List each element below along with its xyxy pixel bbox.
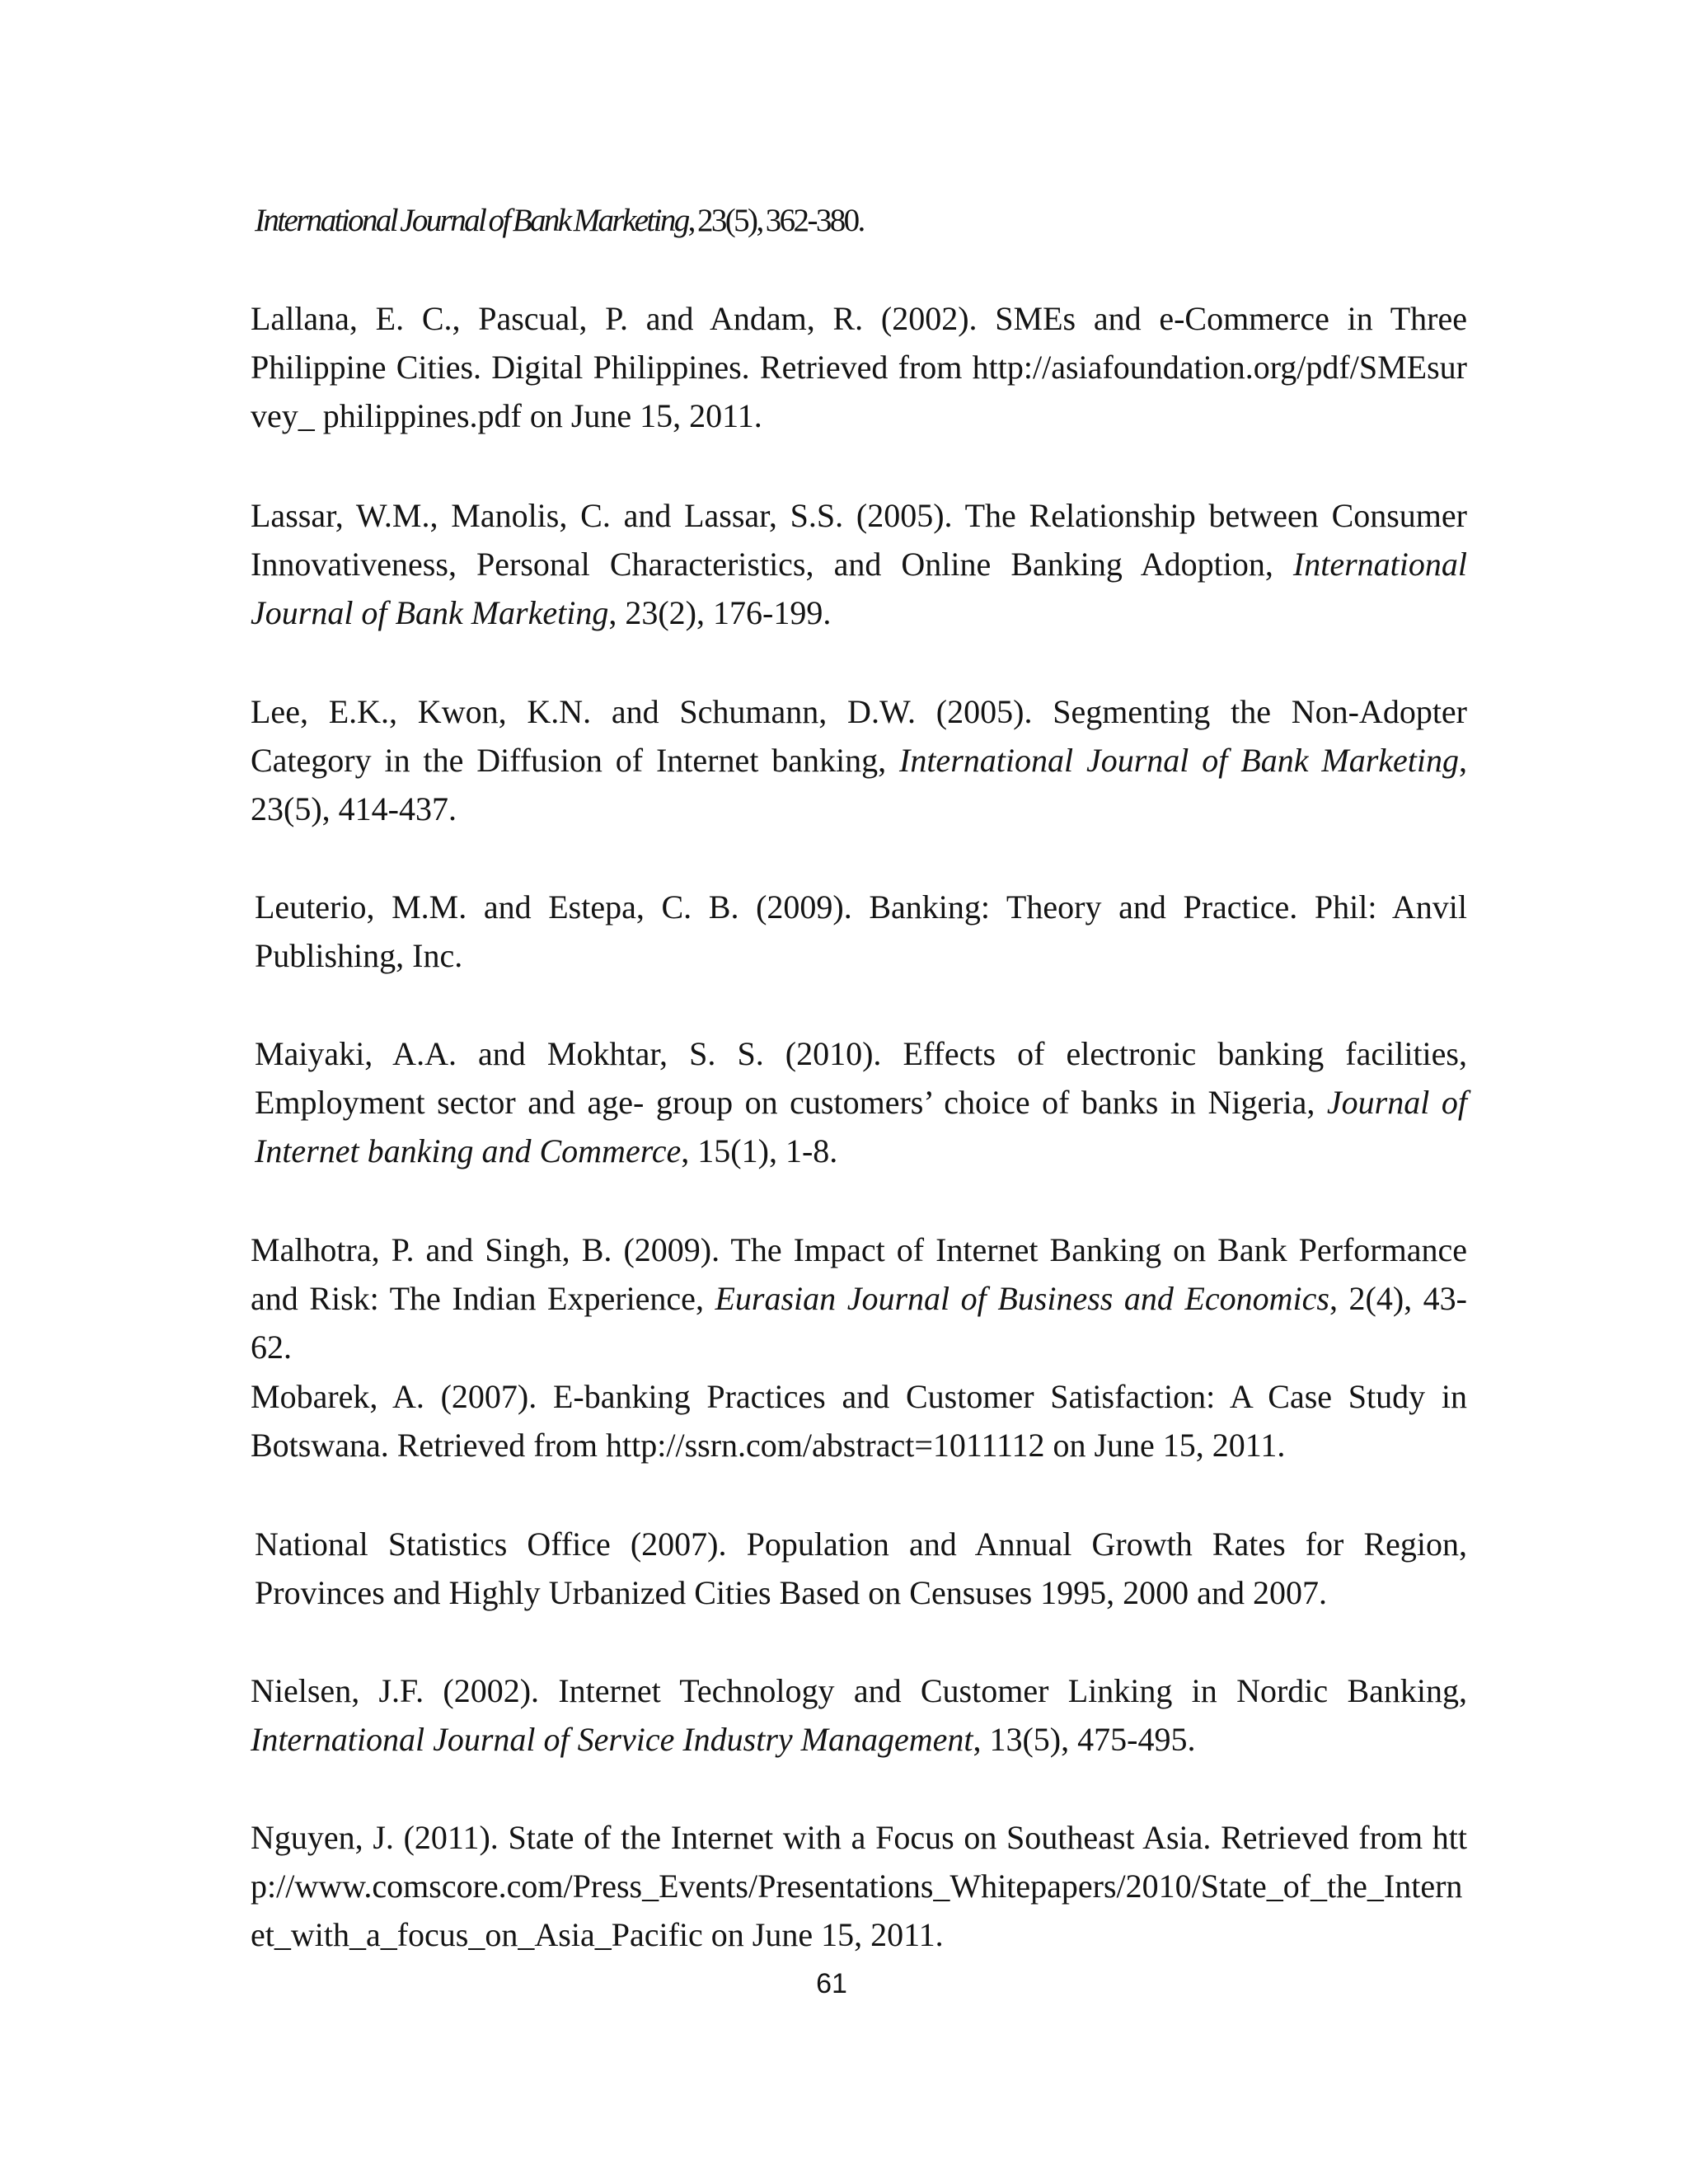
reference-mobarek — [251, 1372, 1467, 1469]
reference-text: Malhotra, P. and Singh, B. (2009). The Impact of Internet Banking on Bank Performance and Risk: The Indian Experience, — [251, 1231, 1467, 1317]
reference-text: Lassar, W.M., Manolis, C. and Lassar, S.S. (2005). The Relationship between Consumer Innovativeness, Personal Characteristics, and Online Banking Adoption, — [251, 497, 1467, 583]
reference-text: Leuterio, M.M. and Estepa, C. B. (2009). Banking: Theory and Practice. Phil: Anvil Publishing, Inc. — [255, 888, 1467, 974]
reference-lallana — [251, 294, 1467, 440]
reference-text: Lallana, E. C., Pascual, P. and Andam, R. (2002). SMEs and e-Commerce in Three Philippine Cities. Digital Philippines. Retrieved from — [251, 300, 1467, 386]
reference-text: Nielsen, J.F. (2002). Internet Technology and Customer Linking in Nordic Banking, — [251, 1672, 1467, 1709]
journal-title: International Journal of Bank Marketing — [899, 742, 1460, 779]
reference-text: Mobarek, A. (2007). E-banking Practices and Customer Satisfaction: A Case Study in Botswana. Retrieved from http://ssrn.com/abstract=1011112 on June 15, 2011. — [251, 1378, 1467, 1464]
journal-title: International Journal of Bank Marketing — [255, 203, 688, 238]
reference-lassar — [251, 491, 1467, 637]
reference-text: on June 15, 2011. — [702, 1916, 944, 1953]
reference-continuation — [255, 200, 1467, 241]
reference-url: http://www.comscore.com/Press_Events/Presentations_Whitepapers/2010/State_of_the_Internet_with_a_focus_on_Asia_Pacific — [251, 1819, 1467, 1953]
reference-nielsen — [251, 1666, 1467, 1764]
reference-text: National Statistics Office (2007). Population and Annual Growth Rates for Region, Provinces and Highly Urbanized Cities Based on Censuses 1995, 2000 and 2007. — [255, 1526, 1467, 1611]
reference-nso — [255, 1520, 1467, 1617]
reference-text: , 13(5), 475-495. — [973, 1721, 1196, 1758]
reference-text: , 23(5), 362-380. — [687, 203, 864, 238]
reference-text: Lee, E.K., Kwon, K.N. and Schumann, D.W. (2005). Segmenting the Non-Adopter Category in the Diffusion of Internet banking, — [251, 693, 1467, 779]
page-number: 61 — [816, 1968, 847, 1999]
journal-title: International Journal of Service Industry Management — [251, 1721, 973, 1758]
reference-url: http://asiafoundation.org/pdf/SMEsurvey_ philippines.pdf — [251, 349, 1467, 434]
reference-nguyen — [251, 1813, 1467, 1959]
reference-leuterio — [255, 883, 1467, 980]
reference-maiyaki — [255, 1029, 1467, 1175]
reference-text: on June 15, 2011. — [521, 397, 762, 434]
journal-title: International Journal of Bank Marketing — [251, 546, 1467, 631]
reference-text: , 23(2), 176-199. — [608, 594, 832, 631]
journal-title: Eurasian Journal of Business and Economics — [715, 1280, 1329, 1317]
reference-text: , 15(1), 1-8. — [681, 1132, 838, 1169]
reference-text: Nguyen, J. (2011). State of the Internet with a Focus on Southeast Asia. Retrieved from — [251, 1819, 1432, 1856]
reference-text: , 2(4), 43-62. — [251, 1280, 1468, 1366]
journal-title: Journal of Internet banking and Commerce — [255, 1084, 1467, 1169]
reference-malhotra — [251, 1226, 1467, 1371]
reference-text: , 23(5), 414-437. — [251, 742, 1468, 827]
reference-text: Maiyaki, A.A. and Mokhtar, S. S. (2010). Effects of electronic banking facilities, Employment sector and age- group on customers’ choice of banks in Nigeria, — [255, 1035, 1467, 1121]
reference-lee — [251, 687, 1467, 833]
